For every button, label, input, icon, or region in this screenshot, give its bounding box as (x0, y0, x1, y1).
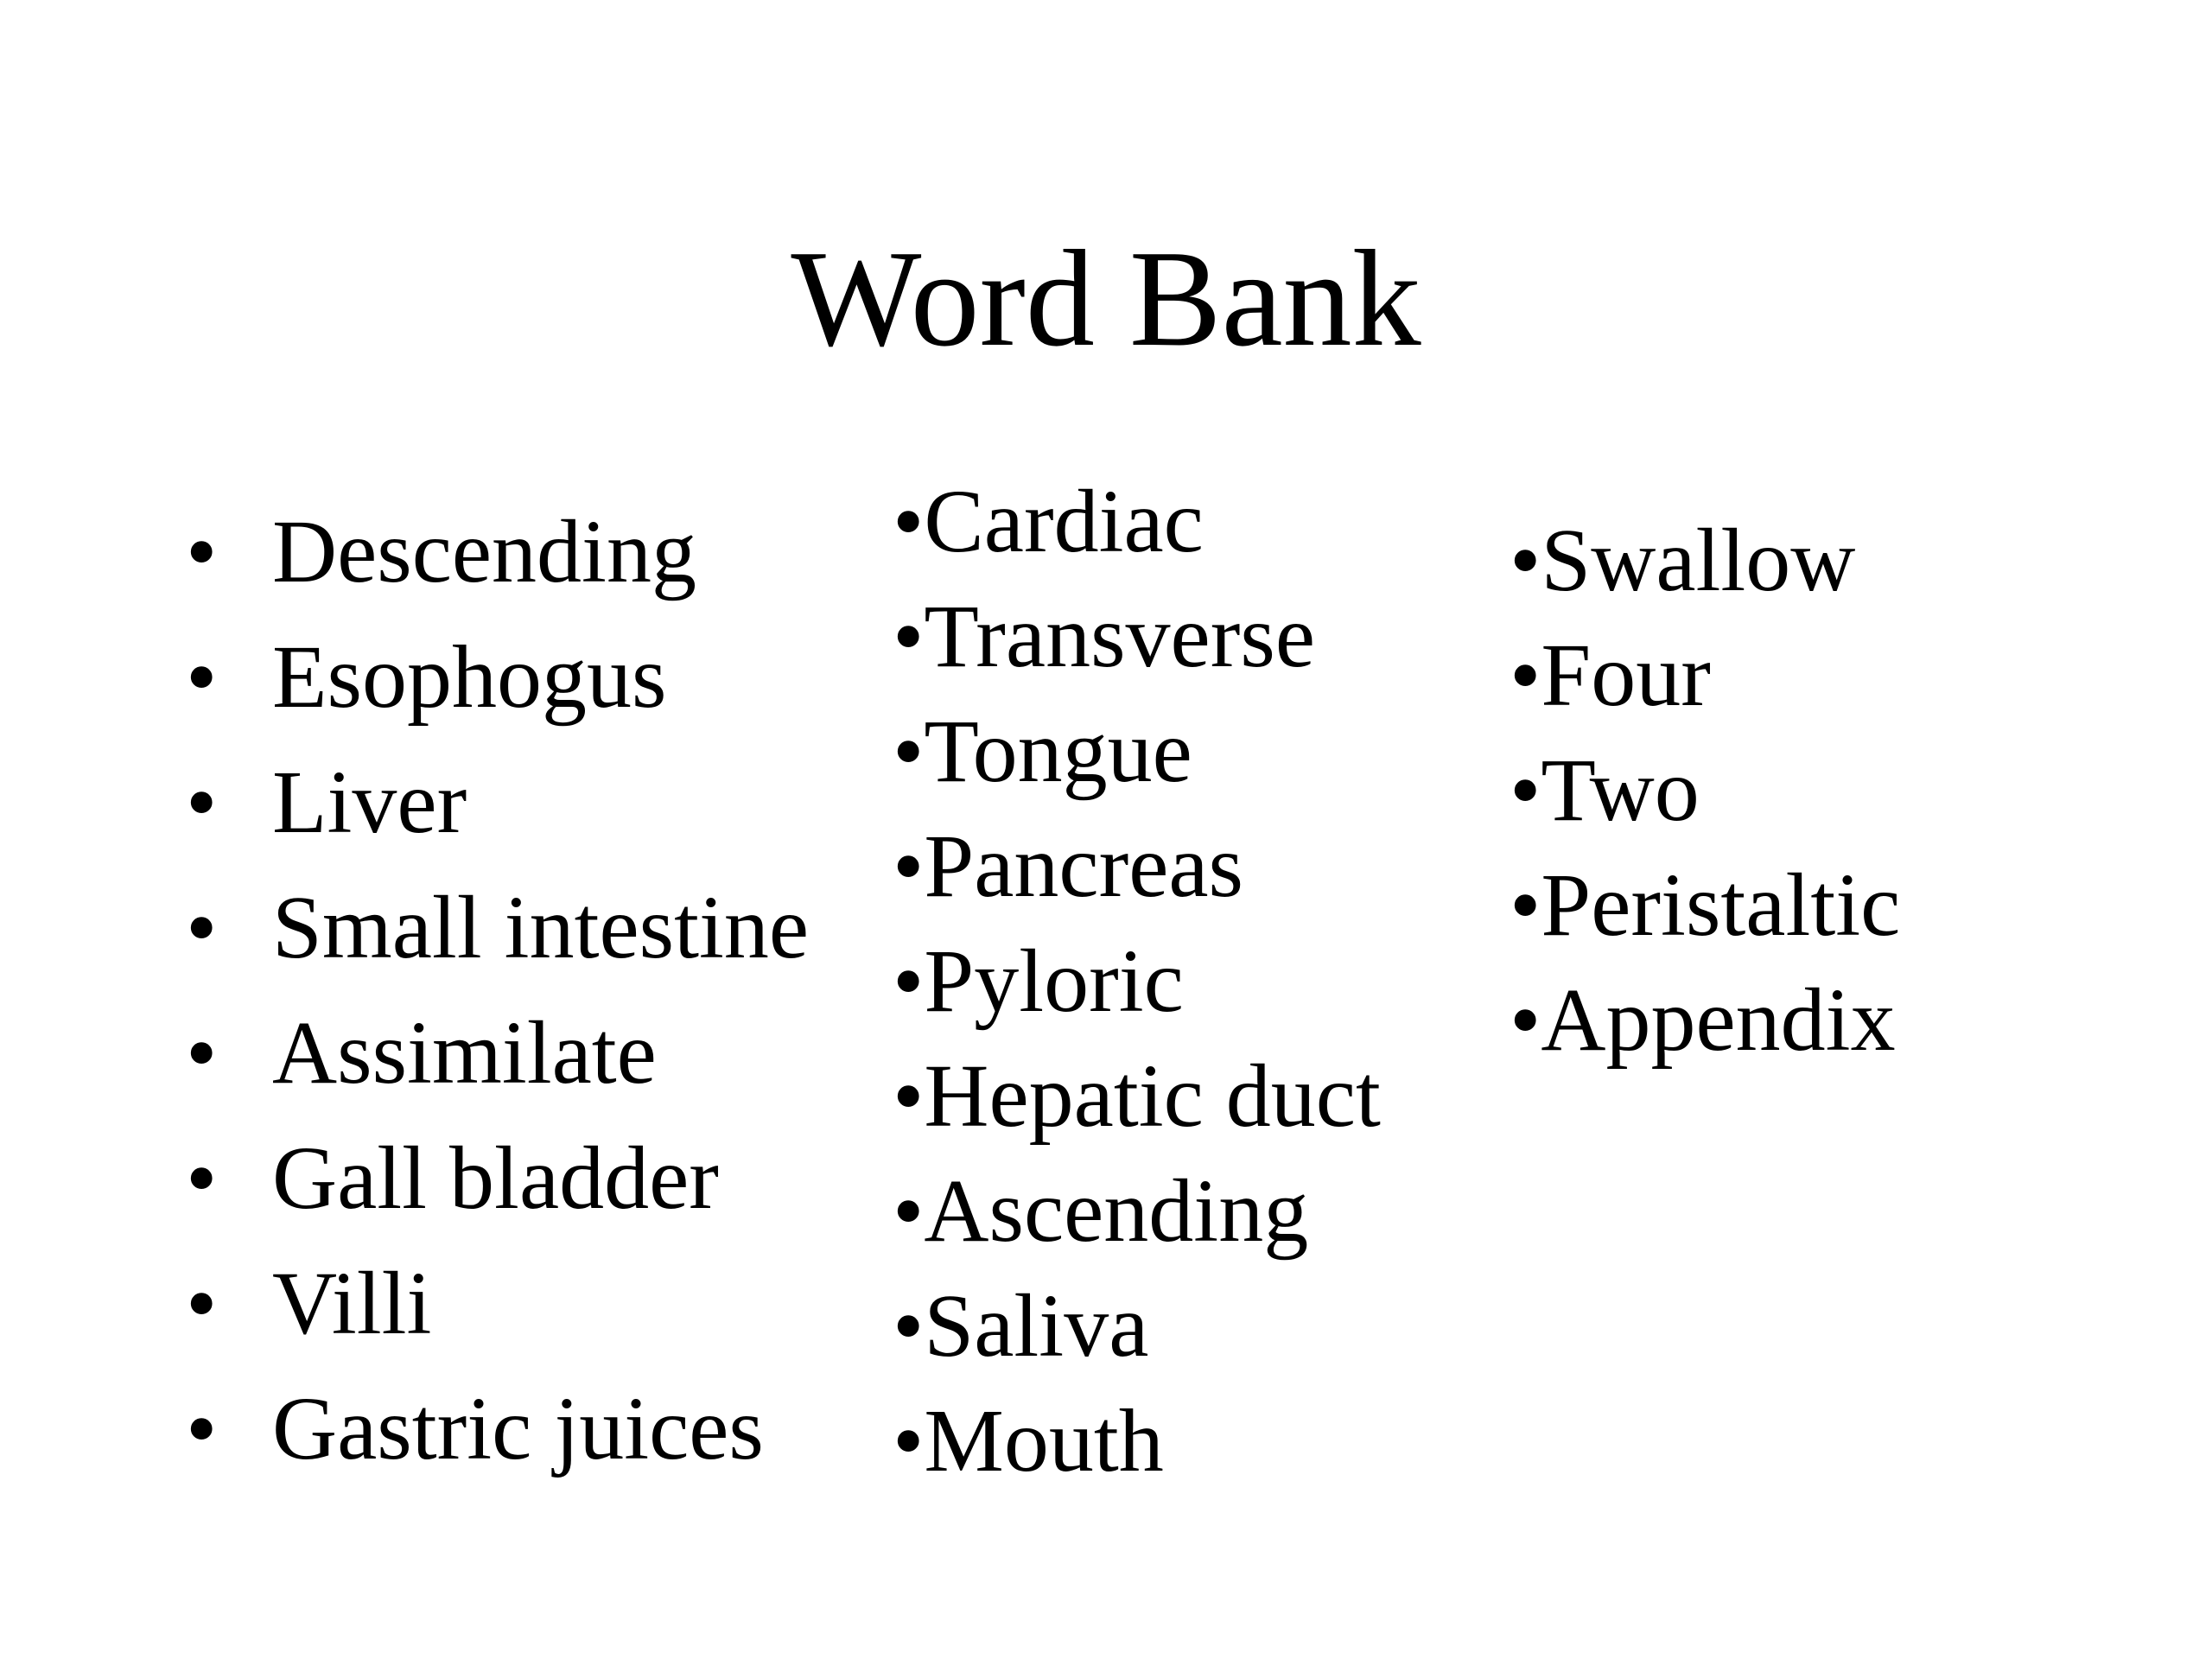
word: Liver (272, 753, 467, 852)
bullet-icon: • (186, 502, 218, 601)
word: Gall bladder (272, 1128, 719, 1228)
list-item: •Pyloric (893, 931, 1184, 1031)
word: Esophogus (272, 627, 667, 727)
slide-title: Word Bank (791, 221, 1421, 375)
word: Small intestine (272, 878, 810, 977)
bullet-icon: • (186, 1379, 218, 1478)
word: Descending (272, 502, 696, 601)
list-item: •Mouth (893, 1391, 1164, 1491)
list-item: •Ascending (893, 1161, 1309, 1261)
list-item: •Four (1510, 626, 1711, 725)
list-item: •Hepatic duct (893, 1046, 1381, 1146)
list-item: •Peristaltic (1510, 855, 1901, 955)
list-item: •Appendix (1510, 970, 1896, 1070)
list-item: •Two (1510, 741, 1700, 840)
bullet-icon: • (186, 1254, 218, 1353)
list-item: •Transverse (893, 587, 1315, 686)
list-item: •Saliva (893, 1276, 1149, 1376)
bullet-icon: • (186, 1003, 218, 1103)
word: Villi (272, 1254, 432, 1353)
bullet-icon: • (186, 753, 218, 852)
word: Gastric juices (272, 1379, 764, 1478)
list-item: •Pancreas (893, 817, 1243, 916)
list-item: •Tongue (893, 702, 1192, 801)
list-item: •Swallow (1510, 511, 1856, 610)
word: Assimilate (272, 1003, 657, 1103)
list-item: •Cardiac (893, 472, 1204, 571)
bullet-icon: • (186, 627, 218, 727)
bullet-icon: • (186, 1128, 218, 1228)
bullet-icon: • (186, 878, 218, 977)
